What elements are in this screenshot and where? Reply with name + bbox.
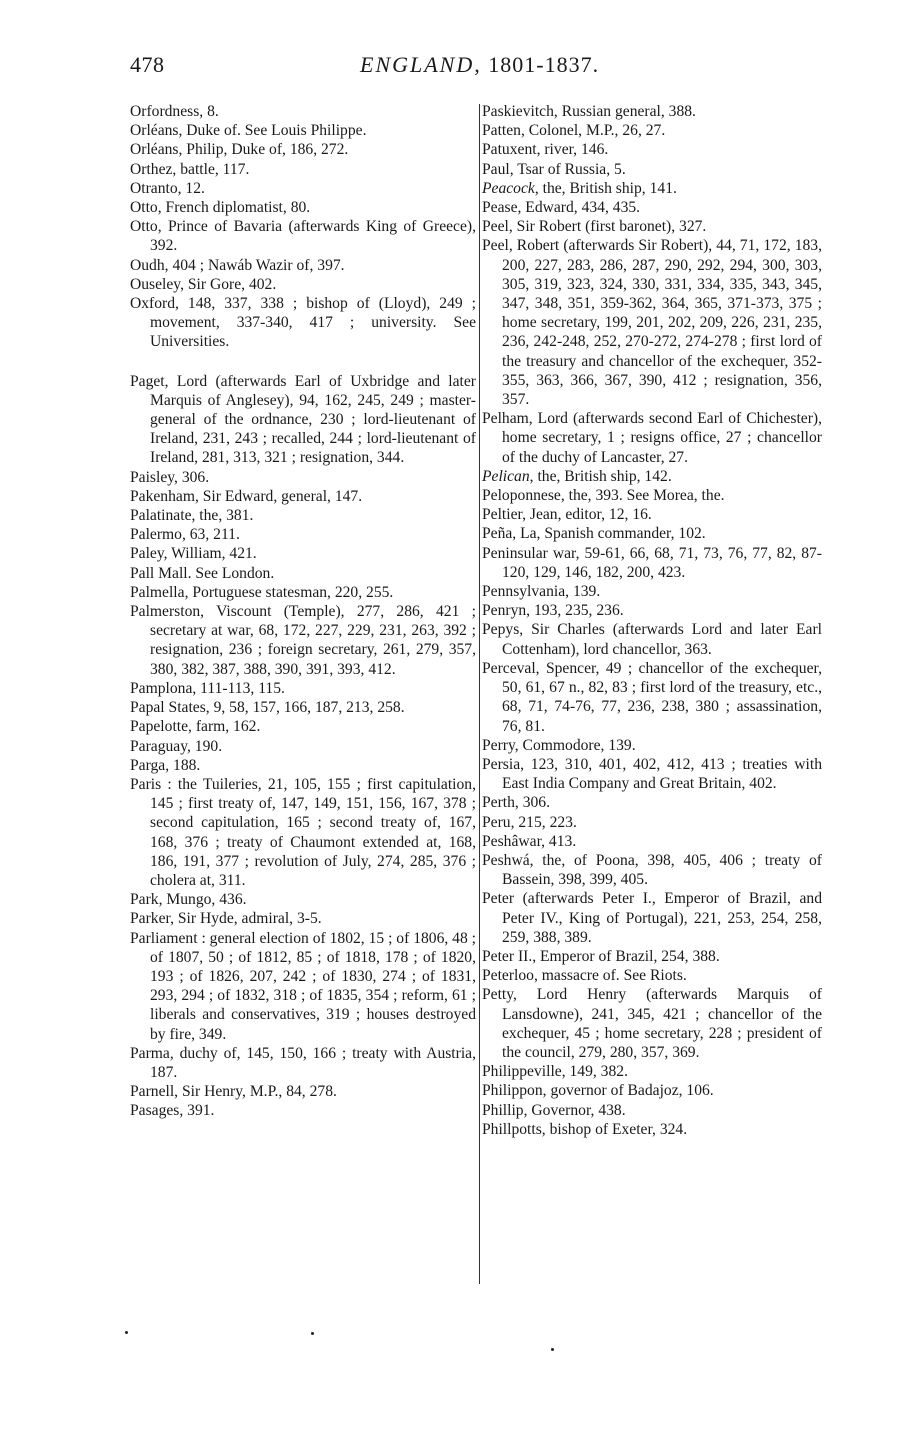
index-entry-text: Perry, Commodore, 139. <box>482 736 636 754</box>
section-gap <box>130 352 476 372</box>
index-entry <box>130 372 476 468</box>
index-entry-text: Palermo, 63, 211. <box>130 526 240 544</box>
print-speck <box>125 1331 128 1334</box>
index-entry <box>130 217 476 255</box>
index-entry-text: Pasages, 391. <box>130 1102 215 1120</box>
index-entry <box>482 102 822 121</box>
index-entry <box>130 525 476 544</box>
page-number: 478 <box>130 52 165 77</box>
running-head-title: ENGLAND, <box>360 52 482 77</box>
index-entry <box>130 179 476 198</box>
index-entry-text: Pelham, Lord (afterwards second Earl of Chichester), home secretary, 1 ; resigns office, 27 ; chancellor of the duchy of Lancaster, 27. <box>482 410 822 466</box>
index-entry <box>482 659 822 736</box>
index-entry-text: Persia, 123, 310, 401, 402, 412, 413 ; treaties with East India Company and Great Britain, 402. <box>482 755 822 793</box>
index-entry <box>130 775 476 890</box>
index-entry <box>482 1081 822 1100</box>
index-entry <box>482 160 822 179</box>
index-entry <box>482 966 822 985</box>
index-entry <box>482 179 822 198</box>
index-entry-text: Philippeville, 149, 382. <box>482 1063 628 1081</box>
index-entry <box>482 793 822 812</box>
index-entry <box>130 294 476 352</box>
index-entry-text: Otto, French diplomatist, 80. <box>130 199 311 217</box>
index-entry <box>130 756 476 775</box>
index-entry <box>130 909 476 928</box>
print-speck <box>551 1348 554 1351</box>
index-entry <box>130 698 476 717</box>
index-entry <box>130 102 476 121</box>
running-head <box>360 52 599 78</box>
index-entry-text: Paul, Tsar of Russia, 5. <box>482 160 626 178</box>
index-entry-text: Papal States, 9, 58, 157, 166, 187, 213, 258. <box>130 699 405 717</box>
index-entry-text: Peshâwar, 413. <box>482 832 577 850</box>
index-entry-text: Peel, Sir Robert (first baronet), 327. <box>482 218 707 236</box>
print-speck <box>311 1332 314 1335</box>
index-entry <box>482 851 822 889</box>
index-entry-text: Penryn, 193, 235, 236. <box>482 602 624 620</box>
index-entry <box>130 564 476 583</box>
index-entry-text: Patuxent, river, 146. <box>482 141 609 159</box>
index-entry-text: Pakenham, Sir Edward, general, 147. <box>130 487 363 505</box>
index-entry-text: Pease, Edward, 434, 435. <box>482 199 641 217</box>
index-entry <box>482 544 822 582</box>
index-column-right <box>482 102 822 1139</box>
index-entry-text: Palatinate, the, 381. <box>130 507 254 525</box>
index-entry <box>482 755 822 793</box>
index-entry-text: Pall Mall. See London. <box>130 564 275 582</box>
index-entry <box>482 486 822 505</box>
index-entry <box>482 121 822 140</box>
index-entry-text: Perth, 306. <box>482 794 551 812</box>
index-entry <box>482 140 822 159</box>
index-entry-text: Paraguay, 190. <box>130 737 223 755</box>
index-entry <box>130 929 476 1044</box>
index-entry-text: Peter (afterwards Peter I., Emperor of Brazil, and Peter IV., King of Portugal), 221, 253, 254, 258, 259, 388, 389. <box>482 890 822 946</box>
index-entry <box>130 121 476 140</box>
index-entry <box>482 620 822 658</box>
index-entry <box>130 1044 476 1082</box>
index-entry <box>482 1062 822 1081</box>
index-entry-text: Peterloo, massacre of. See Riots. <box>482 967 687 985</box>
running-head-years: 1801-1837. <box>488 52 600 77</box>
index-entry <box>482 467 822 486</box>
index-entry-ship-name: Peacock <box>482 179 535 197</box>
index-entry <box>482 1120 822 1139</box>
index-entry <box>130 1082 476 1101</box>
page-header <box>0 52 898 86</box>
index-entry <box>482 832 822 851</box>
index-entry-text: Peña, La, Spanish commander, 102. <box>482 525 706 543</box>
index-entry-text: Phillpotts, bishop of Exeter, 324. <box>482 1120 688 1138</box>
index-entry-text: Peninsular war, 59-61, 66, 68, 71, 73, 76, 77, 82, 87-120, 129, 146, 182, 200, 423. <box>482 544 822 581</box>
index-entry-text: Peru, 215, 223. <box>482 813 577 831</box>
index-entry-text: Parliament : general election of 1802, 15 ; of 1806, 48 ; of 1807, 50 ; of 1812, 85 ; of 1818, 178 ; of 1820, 193 ; of 1826, 207, 242 ; of 1830, 274 ; of 1831, 293, 294 ; of 1832, 318 ; of 1835, 354 ; reform, 61 ; liberals and conservatives, 319 ; houses destroyed by fire, 349. <box>130 929 477 1043</box>
index-entry <box>482 736 822 755</box>
index-entry <box>130 487 476 506</box>
index-entry-text: Peloponnese, the, 393. See Morea, the. <box>482 487 725 505</box>
index-entry <box>130 506 476 525</box>
index-entry-text: Paget, Lord (afterwards Earl of Uxbridge and later Marquis of Anglesey), 94, 162, 245, 249 ; master-general of the ordnance, 230 ; lord-lieutenant of Ireland, 231, 243 ; recalled, 244 ; lord-lieutenant of Ireland, 281, 313, 321 ; resignation, 344. <box>130 372 476 467</box>
index-entry-text: Orléans, Philip, Duke of, 186, 272. <box>130 141 349 159</box>
index-entry <box>482 236 822 409</box>
index-entry <box>482 198 822 217</box>
index-entry <box>130 890 476 909</box>
index-entry-text: Parnell, Sir Henry, M.P., 84, 278. <box>130 1083 337 1101</box>
index-entry-text: Palmella, Portuguese statesman, 220, 255. <box>130 583 394 601</box>
index-entry-text: Phillip, Governor, 438. <box>482 1101 626 1119</box>
index-entry <box>130 198 476 217</box>
index-entry <box>482 889 822 947</box>
index-entry-text: Ouseley, Sir Gore, 402. <box>130 275 277 293</box>
index-entry <box>130 140 476 159</box>
index-entry <box>482 947 822 966</box>
index-entry-text: , the, British ship, 142. <box>529 467 672 485</box>
index-entry-ship-name: Pelican <box>482 467 530 485</box>
index-entry <box>130 468 476 487</box>
index-entry-text: Peltier, Jean, editor, 12, 16. <box>482 506 652 524</box>
index-entry-text: Paris : the Tuileries, 21, 105, 155 ; first capitulation, 145 ; first treaty of, 147, 149, 151, 156, 167, 378 ; second capitulation, 165 ; second treaty of, 167, 168, 376 ; treaty of Chaumont extended at, 168, 186, 191, 377 ; revolution of July, 274, 285, 376 ; cholera at, 311. <box>130 775 476 889</box>
index-entry-text: Pennsylvania, 139. <box>482 583 601 601</box>
index-entry <box>482 505 822 524</box>
index-entry-text: Oxford, 148, 337, 338 ; bishop of (Lloyd), 249 ; movement, 337-340, 417 ; university. See Universities. <box>130 295 476 351</box>
index-entry-text: Palmerston, Viscount (Temple), 277, 286, 421 ; secretary at war, 68, 172, 227, 229, 231, 263, 392 ; resignation, 236 ; foreign secretary, 261, 279, 357, 380, 382, 387, 388, 390, 391, 393, 412. <box>130 603 476 678</box>
index-entry <box>130 717 476 736</box>
index-entry-text: Park, Mungo, 436. <box>130 891 247 909</box>
index-entry-text: Orléans, Duke of. See Louis Philippe. <box>130 122 367 140</box>
index-entry-text: Peshwá, the, of Poona, 398, 405, 406 ; treaty of Bassein, 398, 399, 405. <box>482 851 822 889</box>
index-entry-text: Oudh, 404 ; Nawáb Wazir of, 397. <box>130 256 345 274</box>
index-entry-text: Philippon, governor of Badajoz, 106. <box>482 1082 714 1100</box>
index-entry-text: Parker, Sir Hyde, admiral, 3-5. <box>130 910 322 928</box>
index-entry <box>130 583 476 602</box>
index-entry <box>130 737 476 756</box>
index-entry-text: Perceval, Spencer, 49 ; chancellor of the exchequer, 50, 61, 67 n., 82, 83 ; first lord of the treasury, etc., 68, 71, 74-76, 77, 236, 238, 380 ; assassination, 76, 81. <box>482 659 822 735</box>
index-entry <box>482 813 822 832</box>
index-entry-text: Paisley, 306. <box>130 468 210 486</box>
index-entry-text: Papelotte, farm, 162. <box>130 718 261 736</box>
index-entry-text: Peter II., Emperor of Brazil, 254, 388. <box>482 947 720 965</box>
index-entry-text: Petty, Lord Henry (afterwards Marquis of Lansdowne), 241, 345, 421 ; chancellor of the exchequer, 45 ; home secretary, 228 ; president of the council, 279, 280, 357, 369. <box>482 986 822 1061</box>
index-entry <box>130 160 476 179</box>
index-entry-text: Paskievitch, Russian general, 388. <box>482 103 696 120</box>
index-entry-text: Otranto, 12. <box>130 179 205 197</box>
index-entry <box>130 256 476 275</box>
index-entry-text: , the, British ship, 141. <box>534 179 677 197</box>
index-entry <box>482 217 822 236</box>
index-entry-text: Pamplona, 111-113, 115. <box>130 679 285 697</box>
index-entry <box>482 524 822 543</box>
index-entry-text: Orfordness, 8. <box>130 103 219 120</box>
index-entry <box>130 602 476 679</box>
index-entry <box>482 409 822 467</box>
index-entry-text: Parma, duchy of, 145, 150, 166 ; treaty with Austria, 187. <box>130 1044 476 1081</box>
index-entry <box>130 1101 476 1120</box>
index-entry <box>130 679 476 698</box>
index-entry-text: Otto, Prince of Bavaria (afterwards King of Greece), 392. <box>130 218 476 255</box>
index-entry <box>482 582 822 601</box>
index-entry-text: Pepys, Sir Charles (afterwards Lord and later Earl Cottenham), lord chancellor, 363. <box>482 621 822 658</box>
index-entry <box>130 544 476 563</box>
index-entry-text: Orthez, battle, 117. <box>130 160 250 178</box>
index-entry-text: Peel, Robert (afterwards Sir Robert), 44, 71, 172, 183, 200, 227, 283, 286, 287, 290, 292, 294, 300, 303, 305, 319, 323, 324, 330, 331, 334, 335, 343, 345, 347, 348, 351, 359-362, 364, 365, 371-373, 375 ; home secretary, 199, 201, 202, 209, 226, 231, 235, 236, 242-248, 252, 270-272, 274-278 ; first lord of the treasury and chancellor of the exchequer, 352-355, 363, 366, 367, 390, 412 ; resignation, 356, 357. <box>482 237 822 409</box>
index-column-left <box>130 102 476 1121</box>
index-entry <box>130 275 476 294</box>
index-entry-text: Patten, Colonel, M.P., 26, 27. <box>482 122 666 140</box>
index-entry <box>482 985 822 1062</box>
index-entry <box>482 1101 822 1120</box>
index-entry-text: Paley, William, 421. <box>130 545 257 563</box>
column-divider <box>479 104 480 1284</box>
index-entry <box>482 601 822 620</box>
index-entry-text: Parga, 188. <box>130 756 201 774</box>
